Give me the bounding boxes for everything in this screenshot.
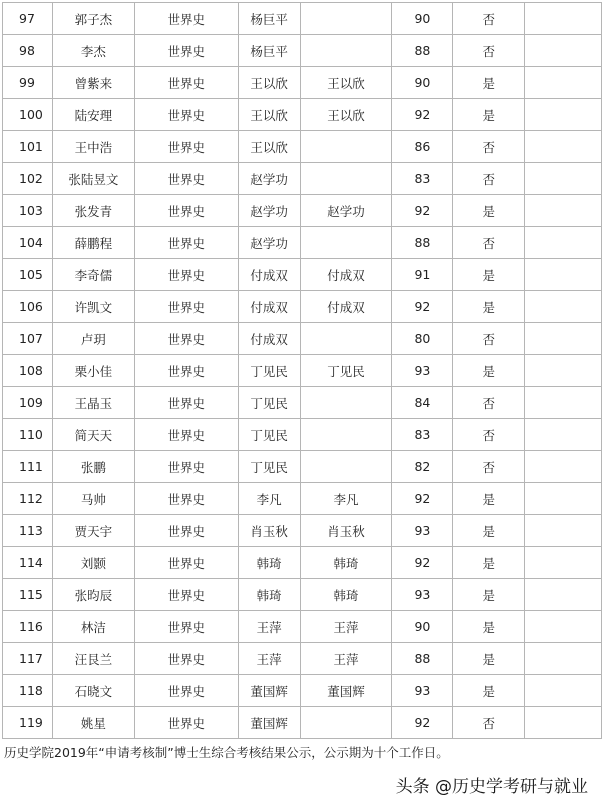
- table-cell: [300, 35, 392, 67]
- table-cell: 83: [392, 163, 453, 195]
- table-cell: 石晓文: [52, 675, 134, 707]
- table-cell-empty: [525, 3, 602, 35]
- table-cell: 赵学功: [238, 163, 300, 195]
- table-cell: 汪艮兰: [52, 643, 134, 675]
- table-cell-empty: [525, 131, 602, 163]
- table-cell: 110: [3, 419, 53, 451]
- table-cell: 世界史: [134, 131, 238, 163]
- table-row: [3, 67, 602, 99]
- table-row: [3, 227, 602, 259]
- table-cell: 李奇儒: [52, 259, 134, 291]
- table-row: [3, 675, 602, 707]
- table-row: [3, 355, 602, 387]
- table-cell: 世界史: [134, 323, 238, 355]
- table-cell: [300, 707, 392, 739]
- table-cell: 82: [392, 451, 453, 483]
- table-cell: 世界史: [134, 355, 238, 387]
- table-cell: 109: [3, 387, 53, 419]
- table-cell: 是: [453, 291, 525, 323]
- table-cell: 付成双: [238, 291, 300, 323]
- table-cell: 否: [453, 35, 525, 67]
- table-cell: 103: [3, 195, 53, 227]
- table-cell-empty: [525, 99, 602, 131]
- table-row: [3, 291, 602, 323]
- table-cell: 112: [3, 483, 53, 515]
- table-row: [3, 611, 602, 643]
- table-cell-empty: [525, 547, 602, 579]
- table-cell: 92: [392, 547, 453, 579]
- table-cell: 王萍: [300, 643, 392, 675]
- table-cell: 韩琦: [238, 579, 300, 611]
- table-cell: 世界史: [134, 419, 238, 451]
- table-cell: 世界史: [134, 227, 238, 259]
- table-cell: 88: [392, 35, 453, 67]
- table-cell: 丁见民: [300, 355, 392, 387]
- table-cell: 111: [3, 451, 53, 483]
- table-cell: 世界史: [134, 707, 238, 739]
- table-cell: 否: [453, 707, 525, 739]
- table-cell-empty: [525, 675, 602, 707]
- table-cell: 世界史: [134, 3, 238, 35]
- table-cell: 101: [3, 131, 53, 163]
- table-row: [3, 579, 602, 611]
- results-table: [2, 2, 602, 739]
- table-cell: 王中浩: [52, 131, 134, 163]
- table-cell: 86: [392, 131, 453, 163]
- table-cell: 84: [392, 387, 453, 419]
- table-cell: 世界史: [134, 547, 238, 579]
- table-cell: 118: [3, 675, 53, 707]
- table-cell: 王萍: [238, 611, 300, 643]
- table-cell: 世界史: [134, 483, 238, 515]
- table-cell: 董国辉: [238, 675, 300, 707]
- watermark-text: 头条 @历史学考研与就业: [395, 777, 588, 797]
- table-cell: 是: [453, 611, 525, 643]
- table-cell: 92: [392, 483, 453, 515]
- table-cell-empty: [525, 579, 602, 611]
- table-cell: 李杰: [52, 35, 134, 67]
- table-cell: 是: [453, 579, 525, 611]
- table-cell: [300, 163, 392, 195]
- footnote-text: 历史学院2019年“申请考核制”博士生综合考核结果公示，公示期为十个工作日。: [4, 745, 449, 760]
- table-cell: 113: [3, 515, 53, 547]
- table-row: [3, 35, 602, 67]
- table-cell: 丁见民: [238, 355, 300, 387]
- table-cell: [300, 323, 392, 355]
- table-cell: 郭子杰: [52, 3, 134, 35]
- table-cell: 88: [392, 227, 453, 259]
- table-row: [3, 323, 602, 355]
- table-row: [3, 259, 602, 291]
- table-cell: 90: [392, 611, 453, 643]
- table-cell: 王萍: [300, 611, 392, 643]
- table-cell: 102: [3, 163, 53, 195]
- table-cell: 92: [392, 291, 453, 323]
- table-cell: [300, 3, 392, 35]
- table-row: [3, 131, 602, 163]
- table-cell: 是: [453, 67, 525, 99]
- table-cell: [300, 387, 392, 419]
- table-cell: 是: [453, 483, 525, 515]
- table-cell: 否: [453, 419, 525, 451]
- table-cell: 付成双: [300, 291, 392, 323]
- table-cell: 曾紫来: [52, 67, 134, 99]
- table-cell: 92: [392, 707, 453, 739]
- table-cell: 是: [453, 259, 525, 291]
- table-cell: 否: [453, 131, 525, 163]
- table-cell: 付成双: [238, 259, 300, 291]
- table-cell: 否: [453, 227, 525, 259]
- table-cell: 韩琦: [300, 579, 392, 611]
- table-cell: 119: [3, 707, 53, 739]
- table-cell: [300, 227, 392, 259]
- table-cell: 姚星: [52, 707, 134, 739]
- table-cell: 韩琦: [238, 547, 300, 579]
- table-cell: 否: [453, 451, 525, 483]
- table-row: [3, 707, 602, 739]
- table-cell: 张昀辰: [52, 579, 134, 611]
- table-cell-empty: [525, 643, 602, 675]
- table-cell-empty: [525, 483, 602, 515]
- table-cell: 世界史: [134, 195, 238, 227]
- table-cell-empty: [525, 419, 602, 451]
- table-cell: 105: [3, 259, 53, 291]
- table-cell-empty: [525, 707, 602, 739]
- table-cell: 98: [3, 35, 53, 67]
- table-cell: [300, 451, 392, 483]
- table-cell: 99: [3, 67, 53, 99]
- table-cell: 林洁: [52, 611, 134, 643]
- table-cell: 92: [392, 99, 453, 131]
- table-cell: 贾天宇: [52, 515, 134, 547]
- table-cell: [300, 131, 392, 163]
- table-cell: 薛鹏程: [52, 227, 134, 259]
- table-cell-empty: [525, 451, 602, 483]
- table-cell: 王以欣: [300, 67, 392, 99]
- table-cell: 丁见民: [238, 451, 300, 483]
- table-cell-empty: [525, 259, 602, 291]
- table-cell: 赵学功: [238, 227, 300, 259]
- table-cell-empty: [525, 611, 602, 643]
- table-cell: 世界史: [134, 579, 238, 611]
- table-cell: 王以欣: [300, 99, 392, 131]
- table-cell: 否: [453, 323, 525, 355]
- table-cell-empty: [525, 195, 602, 227]
- table-cell: 世界史: [134, 67, 238, 99]
- table-cell: 王晶玉: [52, 387, 134, 419]
- table-cell: 90: [392, 67, 453, 99]
- table-cell: 张发青: [52, 195, 134, 227]
- table-cell: 88: [392, 643, 453, 675]
- table-row: [3, 3, 602, 35]
- table-cell: 115: [3, 579, 53, 611]
- table-cell: 简天天: [52, 419, 134, 451]
- table-cell: 世界史: [134, 259, 238, 291]
- table-cell: 是: [453, 547, 525, 579]
- table-cell: 张鹏: [52, 451, 134, 483]
- table-cell: 世界史: [134, 35, 238, 67]
- table-cell: 世界史: [134, 451, 238, 483]
- table-cell: 王萍: [238, 643, 300, 675]
- table-cell: 王以欣: [238, 99, 300, 131]
- table-cell: 否: [453, 3, 525, 35]
- table-cell: 否: [453, 163, 525, 195]
- table-row: [3, 387, 602, 419]
- table-cell: 93: [392, 355, 453, 387]
- table-cell: 是: [453, 643, 525, 675]
- table-cell-empty: [525, 291, 602, 323]
- table-cell: 83: [392, 419, 453, 451]
- table-cell: 116: [3, 611, 53, 643]
- table-row: [3, 99, 602, 131]
- table-cell-empty: [525, 515, 602, 547]
- table-cell-empty: [525, 387, 602, 419]
- table-cell: 是: [453, 675, 525, 707]
- table-cell: 卢玥: [52, 323, 134, 355]
- table-cell: 肖玉秋: [300, 515, 392, 547]
- table-cell: 张陆昱文: [52, 163, 134, 195]
- table-cell: 栗小佳: [52, 355, 134, 387]
- table-cell: 肖玉秋: [238, 515, 300, 547]
- table-cell: 董国辉: [300, 675, 392, 707]
- table-cell: 92: [392, 195, 453, 227]
- table-cell: 是: [453, 99, 525, 131]
- table-row: [3, 419, 602, 451]
- table-cell: 世界史: [134, 611, 238, 643]
- table-cell: 付成双: [300, 259, 392, 291]
- table-cell-empty: [525, 35, 602, 67]
- table-cell-empty: [525, 163, 602, 195]
- table-cell-empty: [525, 227, 602, 259]
- table-cell: 赵学功: [238, 195, 300, 227]
- table-cell: 是: [453, 355, 525, 387]
- table-cell: 许凯文: [52, 291, 134, 323]
- table-cell: 世界史: [134, 515, 238, 547]
- table-cell: 108: [3, 355, 53, 387]
- table-cell: 114: [3, 547, 53, 579]
- table-cell: 104: [3, 227, 53, 259]
- table-cell: 李凡: [238, 483, 300, 515]
- table-row: [3, 163, 602, 195]
- table-cell: 否: [453, 387, 525, 419]
- table-cell: 97: [3, 3, 53, 35]
- table-cell: 王以欣: [238, 131, 300, 163]
- table-body: [3, 3, 602, 739]
- table-cell: 93: [392, 579, 453, 611]
- table-cell: [300, 419, 392, 451]
- table-cell: 是: [453, 515, 525, 547]
- table-cell: 93: [392, 675, 453, 707]
- table-cell: 赵学功: [300, 195, 392, 227]
- table-row: [3, 515, 602, 547]
- table-cell-empty: [525, 323, 602, 355]
- table-cell-empty: [525, 67, 602, 99]
- table-cell: 世界史: [134, 643, 238, 675]
- table-cell: 杨巨平: [238, 35, 300, 67]
- table-cell: 董国辉: [238, 707, 300, 739]
- table-cell: 世界史: [134, 99, 238, 131]
- table-cell: 80: [392, 323, 453, 355]
- table-cell: 刘颢: [52, 547, 134, 579]
- table-cell: 117: [3, 643, 53, 675]
- table-cell: 丁见民: [238, 419, 300, 451]
- table-cell: 世界史: [134, 387, 238, 419]
- table-cell: 李凡: [300, 483, 392, 515]
- table-row: [3, 547, 602, 579]
- table-cell: 91: [392, 259, 453, 291]
- table-cell: 杨巨平: [238, 3, 300, 35]
- table-cell: 93: [392, 515, 453, 547]
- table-row: [3, 643, 602, 675]
- table-cell: 106: [3, 291, 53, 323]
- table-cell: 100: [3, 99, 53, 131]
- table-cell: 107: [3, 323, 53, 355]
- table-cell: 世界史: [134, 675, 238, 707]
- table-cell-empty: [525, 355, 602, 387]
- table-cell: 王以欣: [238, 67, 300, 99]
- table-cell: 马帅: [52, 483, 134, 515]
- table-cell: 丁见民: [238, 387, 300, 419]
- table-cell: 90: [392, 3, 453, 35]
- table-cell: 陆安理: [52, 99, 134, 131]
- table-row: [3, 451, 602, 483]
- table-cell: 韩琦: [300, 547, 392, 579]
- table-row: [3, 195, 602, 227]
- table-cell: 是: [453, 195, 525, 227]
- table-cell: 付成双: [238, 323, 300, 355]
- table-cell: 世界史: [134, 291, 238, 323]
- table-row: [3, 483, 602, 515]
- table-cell: 世界史: [134, 163, 238, 195]
